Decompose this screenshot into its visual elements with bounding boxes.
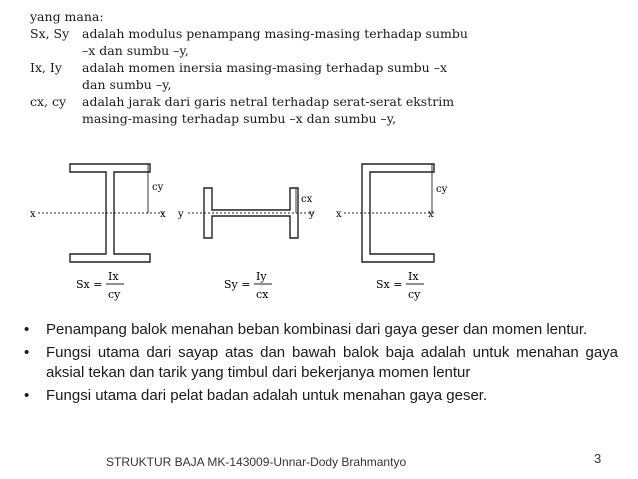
formula-numerator: Iy [256, 270, 267, 283]
definition-text: adalah modulus penampang masing-masing terhadap sumbu [82, 26, 468, 41]
definitions-block [30, 8, 470, 127]
bullet-item [24, 343, 618, 383]
definition-text-cont: masing-masing terhadap sumbu –x dan sumbu –y, [82, 111, 397, 126]
slide-footer: STRUKTUR BAJA MK-143009-Unnar-Dody Brahmantyo [106, 455, 407, 469]
formula-numerator: Ix [108, 270, 119, 283]
axis-label-x: x [336, 209, 342, 220]
formula-sx-ibeam [76, 270, 124, 301]
definition-row [30, 93, 470, 110]
bullet-item [24, 320, 618, 340]
formula-numerator: Ix [408, 270, 419, 283]
dimension-label-cy: cy [436, 184, 448, 195]
i-beam-weak-axis [204, 188, 298, 238]
dimension-label-cy: cy [152, 182, 164, 193]
formula-denominator: cy [408, 288, 421, 301]
definitions-intro: yang mana: [30, 9, 104, 24]
bullet-text: Penampang balok menahan beban kombinasi dari gaya geser dan momen lentur. [46, 321, 588, 338]
bullet-item [24, 386, 618, 406]
axis-label-y: y [309, 209, 315, 220]
cross-section-figure [28, 158, 468, 310]
definition-symbol: Ix, Iy [30, 60, 62, 75]
formula-denominator: cy [108, 288, 121, 301]
formula-lhs: Sx = [76, 278, 103, 291]
dimension-label-cx: cx [301, 194, 313, 205]
formula-lhs: Sy = [224, 278, 251, 291]
formula-denominator: cx [256, 288, 269, 301]
formula-sy [224, 270, 272, 301]
formula-sx-channel [376, 270, 424, 301]
bullet-list [24, 320, 618, 409]
bullet-text: Fungsi utama dari pelat badan adalah untuk menahan gaya geser. [46, 387, 488, 404]
definition-text: adalah momen inersia masing-masing terhadap sumbu –x [82, 60, 448, 75]
definition-symbol: Sx, Sy [30, 26, 70, 41]
formula-lhs: Sx = [376, 278, 403, 291]
definition-symbol: cx, cy [30, 94, 67, 109]
bullet-dot-icon: • [24, 321, 30, 338]
axis-label-y: y [178, 209, 184, 220]
definition-row [30, 25, 470, 42]
definition-text: adalah jarak dari garis netral terhadap serat-serat ekstrim [82, 94, 455, 109]
axis-label-x: x [30, 209, 36, 220]
bullet-dot-icon: • [24, 344, 30, 361]
bullet-dot-icon: • [24, 387, 30, 404]
bullet-text: Fungsi utama dari sayap atas dan bawah balok baja adalah untuk menahan gaya aksial tekan dan tarik yang timbul dari bekerjanya momen lentur [46, 344, 618, 381]
definition-text-cont: dan sumbu –y, [82, 77, 172, 92]
axis-label-x: x [428, 209, 434, 220]
page-number: 3 [594, 451, 602, 466]
definition-text-cont: –x dan sumbu –y, [82, 43, 189, 58]
definition-row [30, 59, 470, 76]
axis-label-x: x [160, 209, 166, 220]
